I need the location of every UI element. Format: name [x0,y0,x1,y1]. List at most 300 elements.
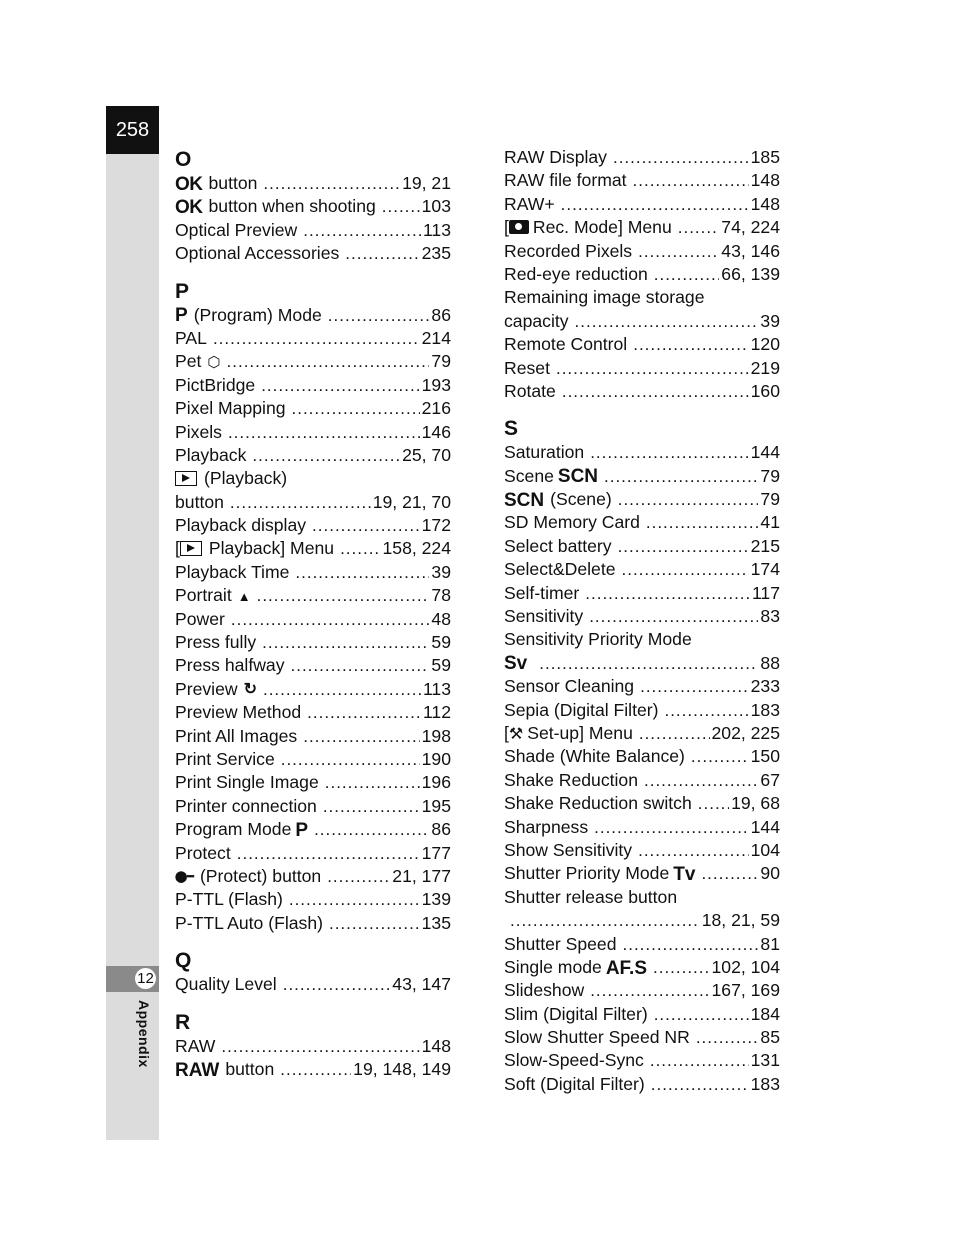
index-entry [175,561,451,584]
index-section-q [175,949,451,996]
leader-dots [262,631,429,654]
index-section-r [175,1011,451,1082]
index-entry [175,795,451,818]
index-section-o [175,148,451,266]
index-entry [504,933,780,956]
leader-dots [340,537,380,560]
index-entry [504,979,780,1002]
index-entry [504,839,780,862]
index-entry [504,465,780,488]
entry-label: Shake Reduction [504,769,638,790]
leader-dots [590,979,709,1002]
entry-page-ref: 59 [431,655,451,676]
entry-page-ref: 25, 70 [402,444,451,465]
entry-label: Press halfway [175,655,285,676]
entry-page-ref: 79 [760,489,780,510]
entry-label: Self-timer [504,582,580,603]
entry-page-ref: 21, 177 [392,865,451,886]
entry-page-ref: 144 [750,816,780,837]
index-entry [175,771,451,794]
entry-page-ref: 103 [421,196,451,217]
entry-page-ref: 66, 139 [721,263,780,284]
entry-label: RAW [175,1035,216,1056]
entry-page-ref: 74, 224 [721,217,780,238]
entry-label: Shutter Speed [504,933,617,954]
entry-page-ref: 48 [431,608,451,629]
entry-label: Select battery [504,535,612,556]
tv-mode-icon: Tv [673,863,696,885]
index-entry [504,216,780,239]
index-entry [175,842,451,865]
entry-label: Slow-Speed-Sync [504,1050,644,1071]
index-entry [504,193,780,216]
entry-page-ref: 113 [422,219,451,240]
section-letter: S [504,417,519,441]
entry-label [504,652,533,676]
entry-label: Remaining image storage [504,287,705,308]
leader-dots [590,441,748,464]
entry-label: Shutter Priority Mode Tv [504,863,696,885]
index-entry [504,628,780,651]
entry-page-ref: 190 [421,748,451,769]
entry-label: capacity [504,310,569,331]
entry-page-ref: 59 [431,632,451,653]
index-entry [175,327,451,350]
leader-dots [230,491,371,514]
index-entry [504,1073,780,1096]
leader-dots [594,816,749,839]
entry-label: P-TTL (Flash) [175,889,283,910]
entry-page-ref: 88 [760,652,780,673]
index-entry [175,242,451,265]
entry-label: SCN (Scene) [504,489,612,511]
entry-label: Slow Shutter Speed NR [504,1027,690,1048]
entry-label: Preview ↻ [175,678,257,702]
index-entry [504,146,780,169]
index-entry [504,605,780,628]
index-entry [175,725,451,748]
index-entry [504,699,780,722]
entry-page-ref: 214 [421,327,451,348]
entry-label: RAW button [175,1058,275,1081]
entry-page-ref: 202, 225 [711,722,780,743]
entry-label: [ Rec. Mode] Menu [504,217,672,238]
sv-mode-icon: Sv [504,653,528,675]
index-section-s [504,417,780,1096]
entry-page-ref: 90 [760,863,780,884]
entry-page-ref: 233 [750,676,780,697]
entry-page-ref: 19, 68 [731,793,780,814]
entry-page-ref: 195 [421,795,451,816]
entry-label: Remote Control [504,334,628,355]
leader-dots [280,1058,351,1081]
leader-dots [307,701,421,724]
index-entry [504,310,780,333]
leader-dots [329,912,420,935]
index-entry [504,792,780,815]
entry-page-ref: 43, 146 [721,240,780,261]
entry-label: Print Single Image [175,772,319,793]
entry-page-ref: 219 [750,357,780,378]
entry-page-ref: 19, 148, 149 [353,1058,451,1079]
entry-label: Select&Delete [504,559,616,580]
index-entry [504,1049,780,1072]
index-entry [175,172,451,195]
leader-dots [585,582,750,605]
entry-label: Sensor Cleaning [504,676,635,697]
leader-dots [291,654,430,677]
wrench-icon: ⚒ [508,725,524,743]
entry-label: OK button when shooting [175,196,376,219]
entry-label: Sharpness [504,816,589,837]
index-entry [175,350,451,373]
index-entry [175,818,451,841]
index-entry [504,722,780,745]
entry-label: RAW+ [504,193,555,214]
leader-dots [562,380,749,403]
leader-dots [622,558,749,581]
entry-page-ref: 139 [421,889,451,910]
entry-label: Printer connection [175,795,317,816]
entry-label: Portrait ▲ [175,584,251,608]
leader-dots [633,169,749,192]
index-entry [504,745,780,768]
entry-page-ref: 112 [422,702,451,723]
index-entry [504,816,780,839]
leader-dots [651,1073,749,1096]
entry-page-ref: 43, 147 [392,974,451,995]
entry-page-ref: 174 [750,559,780,580]
entry-label: Sepia (Digital Filter) [504,699,659,720]
index-entry [504,263,780,286]
entry-label: Playback [175,444,247,465]
entry-label: Optical Preview [175,219,298,240]
entry-page-ref: 148 [421,1035,451,1056]
entry-page-ref: 79 [431,351,451,372]
entry-label: PAL [175,327,207,348]
entry-label: Shade (White Balance) [504,746,685,767]
leader-dots [292,397,420,420]
leader-dots [325,771,420,794]
index-entry [504,333,780,356]
entry-page-ref: 198 [421,725,451,746]
index-entry [504,909,780,932]
index-entry [175,654,451,677]
entry-page-ref: 19, 21 [402,173,451,193]
index-entry [504,1003,780,1026]
entry-label: Sensitivity Priority Mode [504,629,692,650]
index-entry [175,888,451,911]
index-entry [504,769,780,792]
leader-dots [638,240,719,263]
leader-dots [227,350,430,373]
index-entry [175,584,451,607]
entry-label: Single mode AF.S [504,956,647,979]
index-entry [175,219,451,242]
entry-label: Program Mode P [175,819,309,841]
scene-mode-icon: SCN [504,489,545,511]
entry-label: Quality Level [175,974,277,995]
leader-dots [623,933,759,956]
entry-page-ref: 196 [421,772,451,793]
entry-page-ref: 78 [431,585,451,606]
index-entry [504,886,780,909]
index-entry [175,631,451,654]
entry-label: P-TTL Auto (Flash) [175,912,323,933]
entry-label: button [175,491,224,512]
index-entry [504,1026,780,1049]
entry-label: Slim (Digital Filter) [504,1003,648,1024]
index-entry [504,558,780,581]
index-entry [504,240,780,263]
program-mode-icon: P [175,305,188,327]
index-entry [504,441,780,464]
index-column-left [175,146,451,1095]
leader-dots [650,1049,749,1072]
leader-dots [575,310,759,333]
index-entry [175,537,451,560]
leader-dots [691,745,749,768]
leader-dots [618,488,759,511]
entry-page-ref: 120 [750,334,780,355]
leader-dots [312,514,420,537]
page-number: 258 [106,106,159,154]
entry-label: ⬤━ (Protect) button [175,865,321,889]
entry-page-ref: 160 [750,380,780,401]
entry-label: Playback display [175,515,307,536]
entry-page-ref: 183 [750,699,780,720]
index-entry [504,956,780,979]
index-entry [504,582,780,605]
leader-dots [382,195,420,218]
index-entry [175,865,451,888]
entry-page-ref: 148 [750,193,780,214]
entry-label: Preview Method [175,702,302,723]
entry-label: Shutter release button [504,886,678,907]
leader-dots [257,584,430,607]
index-entry [504,488,780,511]
leader-dots [618,535,749,558]
playback-icon [180,541,202,556]
entry-page-ref: 216 [421,398,451,419]
program-mode-icon: P [295,819,309,841]
afs-mode-icon: AF.S [605,957,647,979]
leader-dots [640,675,749,698]
leader-dots [303,725,419,748]
index-entry [504,286,780,309]
ok-button-icon: OK [175,173,203,195]
leader-dots [281,748,420,771]
entry-page-ref: 113 [422,678,451,699]
ok-button-icon: OK [175,197,203,219]
index-entry [175,608,451,631]
entry-label: Print All Images [175,725,298,746]
index-section-r [504,146,780,403]
leader-dots [678,216,720,239]
entry-label: Power [175,608,225,629]
preview-icon: ↻ [243,681,257,699]
leader-dots [696,1026,759,1049]
index-entry [175,514,451,537]
entry-label: RAW Display [504,147,607,167]
index-entry [175,973,451,996]
entry-label: Scene SCN [504,465,599,488]
entry-page-ref: 83 [760,606,780,627]
leader-dots [561,193,749,216]
pet-icon: ⬡ [207,353,221,371]
entry-page-ref: 148 [750,170,780,191]
index-entry [175,397,451,420]
leader-dots [654,263,720,286]
section-letter: Q [175,949,192,973]
entry-label: Pixels [175,421,222,442]
leader-dots [698,792,729,815]
entry-page-ref: 183 [750,1073,780,1094]
leader-dots [328,304,430,327]
entry-label: Pet ⬡ [175,350,221,374]
index-section-p [175,280,451,936]
entry-page-ref: 150 [750,746,780,767]
entry-page-ref: 193 [421,374,451,395]
entry-page-ref: 79 [760,465,780,486]
index-entry [504,169,780,192]
entry-page-ref: 215 [750,535,780,556]
entry-label: PictBridge [175,374,256,395]
entry-page-ref: 86 [431,304,451,325]
leader-dots [653,956,710,979]
entry-page-ref: 19, 21, 70 [372,491,451,512]
portrait-icon: ▲ [237,588,251,604]
leader-dots [314,818,429,841]
raw-button-icon: RAW [175,1059,220,1081]
index-entry [175,195,451,218]
entry-page-ref: 102, 104 [711,956,780,977]
index-entry [175,1058,451,1081]
leader-dots [323,795,420,818]
entry-page-ref: 135 [421,912,451,933]
entry-page-ref: 172 [421,515,451,536]
leader-dots [263,678,421,701]
leader-dots [228,421,420,444]
section-letter: R [175,1010,191,1034]
entry-label: OK button [175,173,258,195]
chapter-label: Appendix [136,1000,152,1068]
leader-dots [539,652,758,675]
leader-dots [263,172,400,195]
index-column-right [504,146,780,1110]
index-entry [175,912,451,935]
key-icon: ⬤━ [175,870,194,883]
leader-dots [644,769,758,792]
leader-dots [701,862,758,885]
entry-label: (Playback) [175,468,287,488]
index-entry [175,444,451,467]
scene-mode-icon: SCN [557,466,599,488]
entry-label: Playback Time [175,561,290,582]
entry-page-ref: 177 [421,842,451,863]
entry-label: Pixel Mapping [175,398,286,419]
leader-dots [613,146,749,169]
leader-dots [295,561,429,584]
entry-label: Print Service [175,748,275,769]
entry-page-ref: 39 [431,561,451,582]
entry-page-ref: 144 [750,442,780,463]
entry-page-ref: 18, 21, 59 [701,910,780,931]
entry-label: Recorded Pixels [504,240,633,261]
index-entry [175,421,451,444]
entry-label: Protect [175,842,231,863]
index-entry [175,748,451,771]
index-entry [175,701,451,724]
index-entry [504,862,780,885]
entry-label: [ Playback] Menu [175,538,335,559]
leader-dots [654,1003,749,1026]
leader-dots [327,865,390,888]
entry-label: Saturation [504,442,585,463]
entry-label: Optional Accessories [175,243,340,264]
index-entry [504,357,780,380]
leader-dots [237,842,420,865]
leader-dots [231,608,430,631]
entry-label: Shake Reduction switch [504,793,692,814]
entry-page-ref: 158, 224 [382,538,451,559]
leader-dots [252,444,400,467]
leader-dots [345,242,419,265]
entry-page-ref: 39 [760,310,780,331]
index-entry [175,491,451,514]
index-entry [504,652,780,675]
entry-label: Soft (Digital Filter) [504,1073,645,1094]
entry-label: Press fully [175,632,257,653]
entry-page-ref: 235 [421,243,451,264]
leader-dots [303,219,421,242]
leader-dots [589,605,758,628]
leader-dots [510,909,700,932]
entry-label: RAW file format [504,170,627,191]
leader-dots [664,699,748,722]
index-entry [175,1035,451,1058]
index-entry [504,511,780,534]
leader-dots [289,888,420,911]
entry-label: Sensitivity [504,606,584,627]
leader-dots [221,1035,419,1058]
entry-label: Show Sensitivity [504,839,633,860]
entry-page-ref: 41 [760,512,780,533]
chapter-number: 12 [135,968,156,989]
entry-page-ref: 131 [750,1050,780,1071]
entry-page-ref: 117 [751,582,780,603]
leader-dots [283,973,391,996]
playback-icon [175,471,197,486]
entry-label: Red-eye reduction [504,263,648,284]
entry-page-ref: 184 [750,1003,780,1024]
entry-page-ref: 67 [760,769,780,790]
entry-page-ref: 185 [750,147,780,167]
index-entry [175,678,451,701]
index-entry [175,304,451,327]
entry-label: [⚒ Set-up] Menu [504,722,633,746]
leader-dots [261,374,419,397]
section-letter: O [175,148,192,171]
entry-page-ref: 85 [760,1027,780,1048]
entry-page-ref: 104 [750,839,780,860]
leader-dots [213,327,420,350]
leader-dots [639,722,710,745]
entry-page-ref: 146 [421,421,451,442]
leader-dots [604,465,758,488]
section-letter: P [175,279,190,303]
leader-dots [646,511,759,534]
